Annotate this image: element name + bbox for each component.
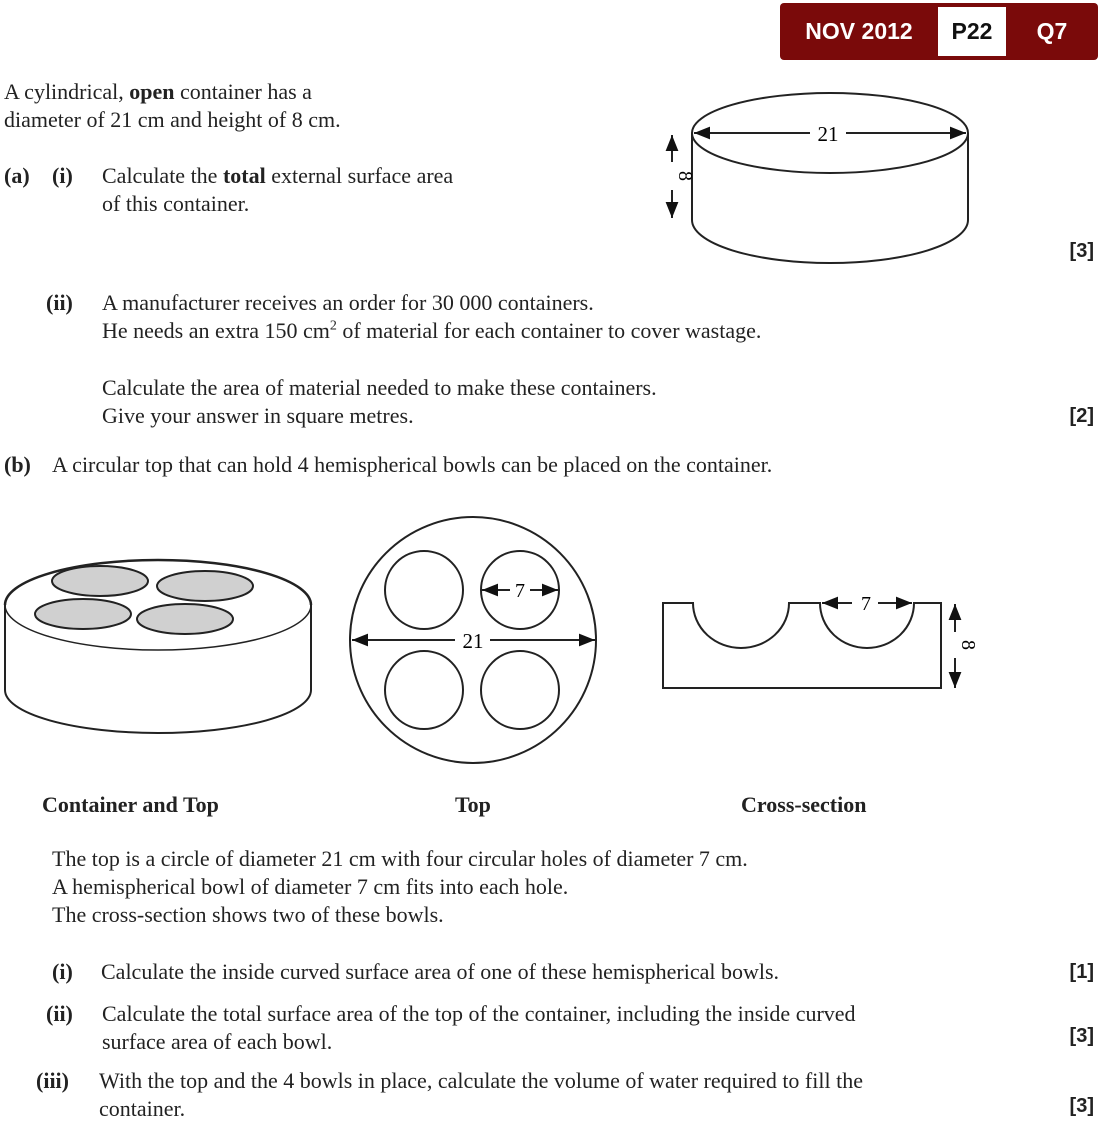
- part-a-ii-line-4: Give your answer in square metres.: [102, 403, 414, 428]
- b-desc-2: A hemispherical bowl of diameter 7 cm fits into each hole.: [52, 874, 569, 899]
- caption-cross-section: Cross-section: [741, 792, 867, 817]
- marks-a-i: [3]: [1069, 240, 1094, 262]
- container-and-top-diagram: [5, 560, 311, 733]
- marks-a-ii: [2]: [1069, 405, 1094, 427]
- top-diameter-label: 21: [462, 629, 484, 653]
- badge-question: Q7: [1036, 18, 1068, 44]
- cross-section-diagram: [663, 603, 955, 688]
- part-a-i-line-2: of this container.: [102, 191, 250, 216]
- part-a-ii-line-2: He needs an extra 150 $cm^2$ of material for each container to cover wastage.: [102, 318, 762, 343]
- part-a-i-label: (i): [52, 163, 73, 188]
- part-b-i-label: (i): [52, 959, 73, 984]
- part-a-ii-line-3: Calculate the area of material needed to make these containers.: [102, 375, 657, 400]
- part-a-ii-label: (ii): [46, 290, 73, 315]
- part-b-iii-label: (iii): [36, 1068, 69, 1093]
- badge-paper: P22: [938, 7, 1006, 56]
- cross-height-label: 8: [957, 640, 979, 650]
- part-b-ii-line-1: Calculate the total surface area of the top of the container, including the inside curved: [102, 1001, 856, 1026]
- cylinder-diameter-label: 21: [817, 122, 839, 146]
- b-desc-1: The top is a circle of diameter 21 cm with four circular holes of diameter 7 cm.: [52, 846, 748, 871]
- part-a-label: (a): [4, 163, 30, 188]
- intro-line-2: diameter of 21 cm and height of 8 cm.: [4, 107, 341, 132]
- intro-line-1: A cylindrical, open container has a: [4, 79, 312, 104]
- caption-container: Container and Top: [42, 792, 219, 817]
- part-b-i-text: Calculate the inside curved surface area of one of these hemispherical bowls.: [101, 959, 780, 984]
- part-a-i-line-1: Calculate the total external surface area: [102, 163, 454, 188]
- marks-b-ii: [3]: [1069, 1025, 1094, 1047]
- part-b-intro: A circular top that can hold 4 hemispherical bowls can be placed on the container.: [52, 452, 773, 477]
- cylinder-diagram: [672, 93, 968, 263]
- marks-b-i: [1]: [1069, 961, 1094, 983]
- cylinder-height-label: 8: [674, 171, 696, 181]
- part-b-iii-line-1: With the top and the 4 bowls in place, calculate the volume of water required to fill the: [99, 1068, 863, 1093]
- marks-b-iii: [3]: [1069, 1095, 1094, 1117]
- part-b-ii-line-2: surface area of each bowl.: [102, 1029, 333, 1054]
- hole-diameter-label: 7: [515, 580, 525, 602]
- part-a-ii-line-1: A manufacturer receives an order for 30 000 containers.: [102, 290, 594, 315]
- bowl-diameter-label: 7: [861, 593, 871, 615]
- caption-top: Top: [455, 792, 491, 817]
- part-b-label: (b): [4, 452, 31, 477]
- badge-session: NOV 2012: [805, 18, 913, 44]
- b-desc-3: The cross-section shows two of these bowls.: [52, 902, 444, 927]
- part-b-ii-label: (ii): [46, 1001, 73, 1026]
- part-b-iii-line-2: container.: [99, 1096, 186, 1121]
